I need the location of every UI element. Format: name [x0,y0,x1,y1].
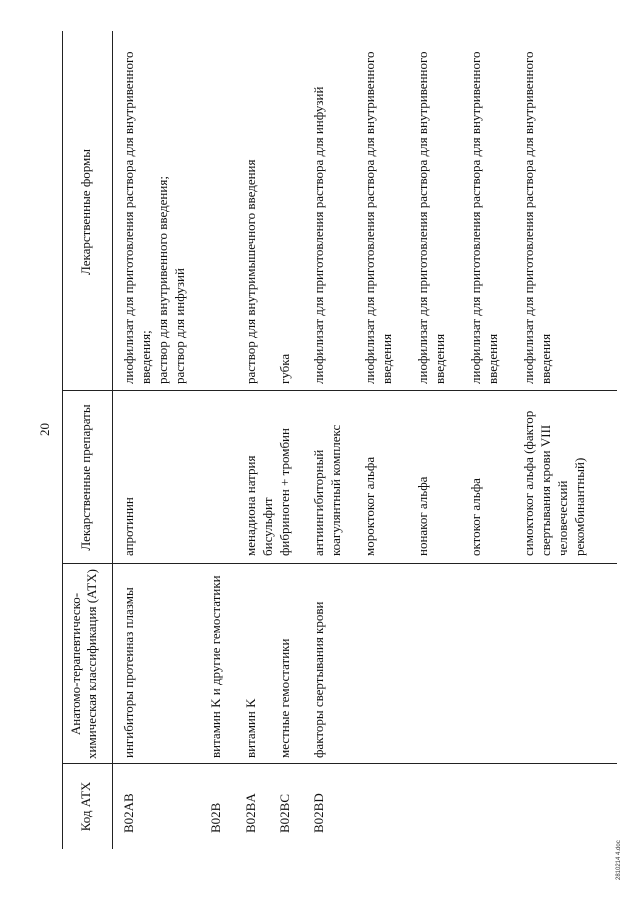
atc-code: B02BA [243,793,258,833]
drug-name: мороктоког альфа [362,456,377,556]
dosage-forms [276,39,293,384]
dosage-forms [361,39,395,384]
column-divider [62,390,617,391]
atc-code: B02BC [277,793,292,833]
drug-name: октоког альфа [468,478,483,556]
dosage-form-line: губка [277,353,292,384]
dosage-forms [242,39,259,384]
drug-name: менадиона натрия бисульфит [243,455,275,556]
dosage-form-line: раствор для инфузий [172,268,187,384]
dosage-form-line: лиофилизат для приготовления раствора для внутривенного введения [468,51,500,384]
atc-group-name: витамин K [243,698,258,758]
atc-code: B02AB [121,793,136,833]
drug-name: антиингибиторный коагулянтный комплекс [311,424,343,556]
footer-document-code: 2810214 4.doc [616,840,622,880]
drug-name: фибриноген + тромбин [277,428,292,556]
dosage-forms [520,39,554,384]
dosage-form-line: лиофилизат для приготовления раствора для внутривенного введения [521,51,553,384]
table-header-rule [112,31,113,849]
dosage-forms [414,39,448,384]
dosage-form-line: лиофилизат для приготовления раствора для внутривенного введения [362,51,394,384]
atc-group-name: витамин K и другие гемостатики [208,575,223,758]
drug-name: апротинин [121,497,136,556]
header-dosage-forms: Лекарственные формы [78,148,93,276]
dosage-form-line: лиофилизат для приготовления раствора для внутривенного введения; [121,51,153,384]
drug-name: нонаког альфа [415,476,430,556]
dosage-form-line: лиофилизат для приготовления раствора для внутривенного введения [415,51,447,384]
atc-group-name: местные гемостатики [277,638,292,758]
column-divider [62,563,617,564]
dosage-form-line: лиофилизат для приготовления раствора для инфузий [311,86,326,384]
dosage-forms [310,39,327,384]
atc-group-name: ингибиторы протеиназ плазмы [121,587,136,758]
atc-code: B02B [208,802,223,833]
atc-group-name: факторы свертывания крови [311,601,326,758]
dosage-forms [120,39,188,384]
dosage-form-line: раствор для внутривенного введения; [155,176,170,384]
dosage-forms [467,39,501,384]
drug-name: симоктоког альфа (фактор свертывания крови VIII человеческий рекомбинантный) [521,410,587,556]
table-top-rule [62,31,63,849]
drug-table [62,31,617,849]
column-divider [62,763,617,764]
atc-code: B02BD [311,793,326,833]
header-drugs: Лекарственные препараты [78,404,93,551]
header-code: Код АТХ [78,781,93,832]
header-atc-classification: Анатомо-терапевтическо-химическая классификация (АТХ) [68,569,99,759]
page-number: 20 [37,423,52,436]
dosage-form-line: раствор для внутримышечного введения [243,159,258,384]
